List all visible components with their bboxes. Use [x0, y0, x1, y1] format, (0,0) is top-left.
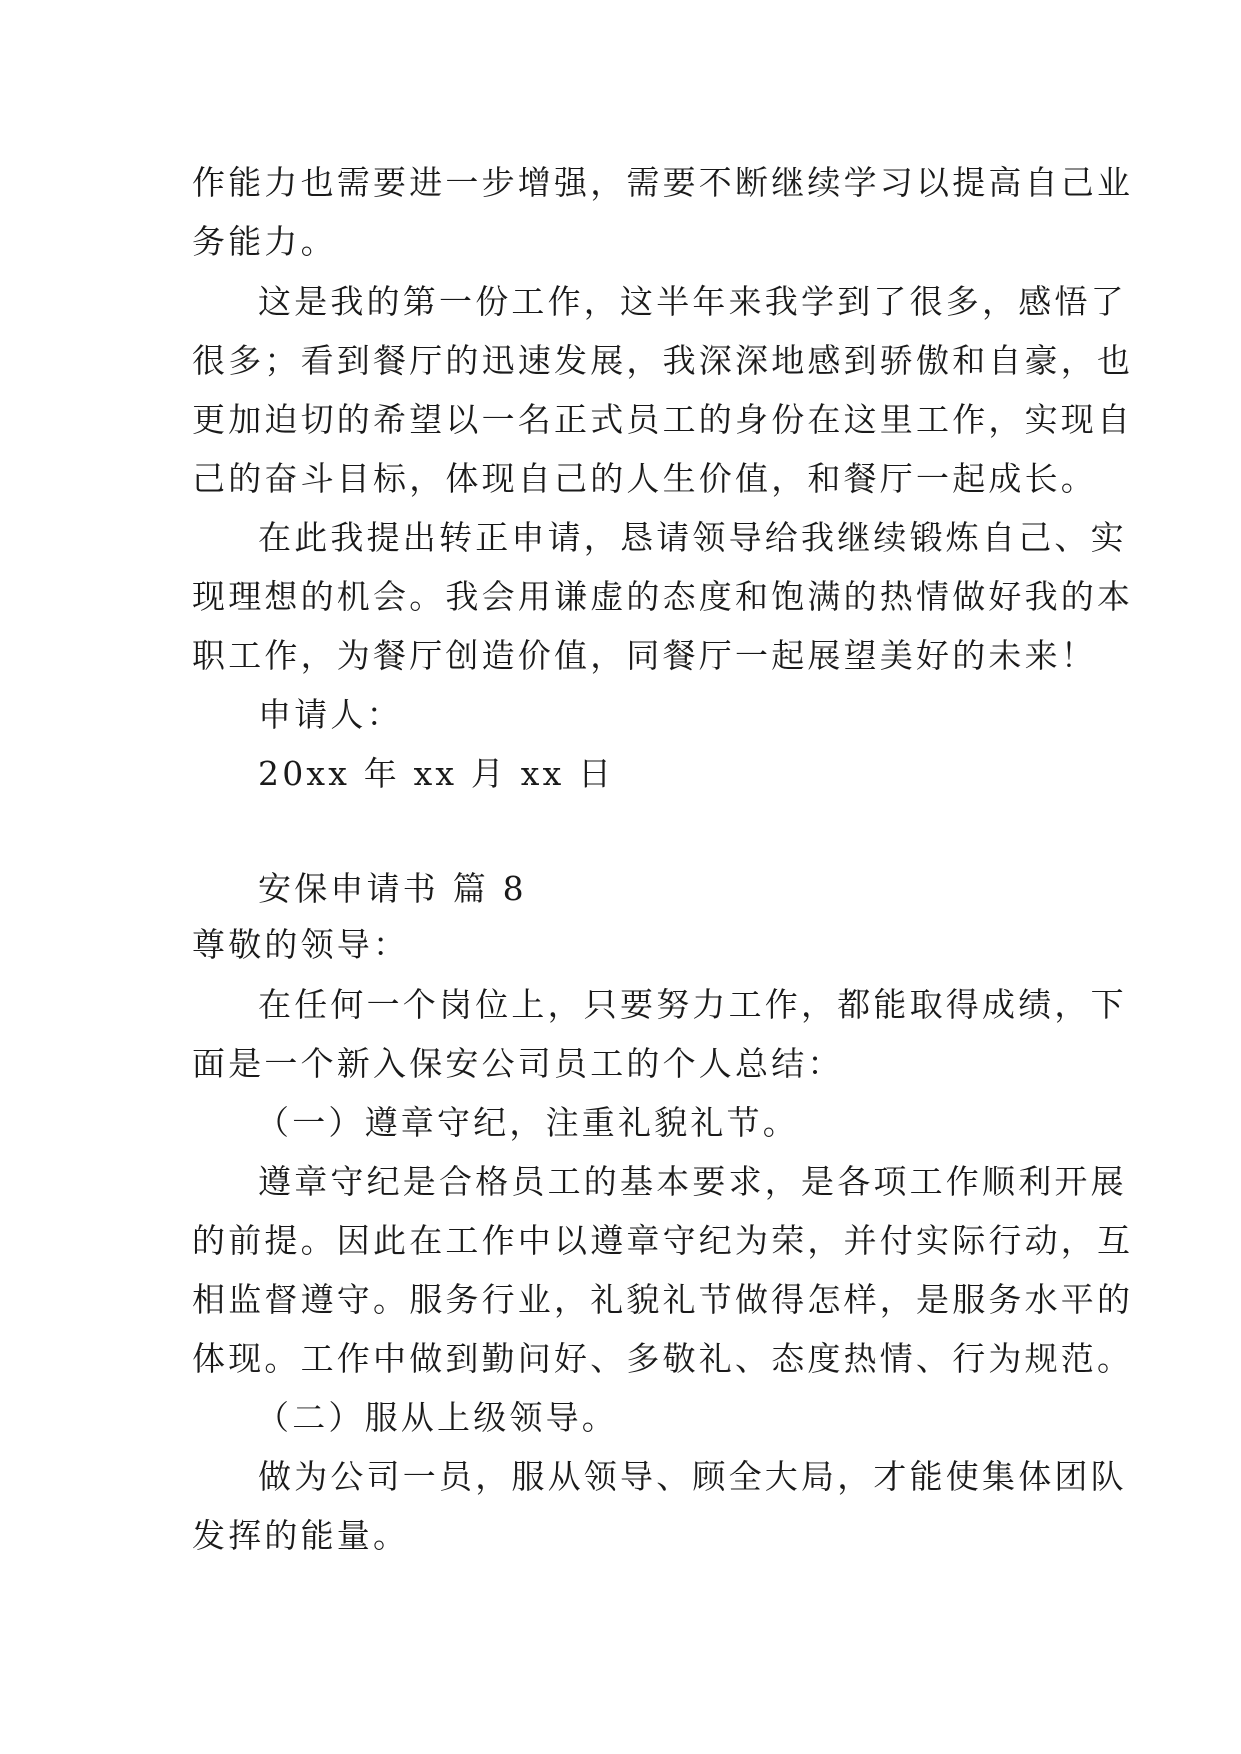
text-line: 己的奋斗目标，体现自己的人生价值，和餐厅一起成长。 [192, 459, 1097, 498]
text-line: 职工作，为餐厅创造价值，同餐厅一起展望美好的未来！ [192, 636, 1097, 675]
text-line: 发挥的能量。 [192, 1516, 410, 1555]
text-line: 现理想的机会。我会用谦虚的态度和饱满的热情做好我的本 [192, 577, 1134, 616]
section-title: 安保申请书 篇 8 [258, 869, 527, 908]
text-line: 相监督遵守。服务行业，礼貌礼节做得怎样，是服务水平的 [192, 1280, 1134, 1319]
text-line: 很多；看到餐厅的迅速发展，我深深地感到骄傲和自豪，也 [192, 341, 1134, 380]
subheading: （二）服从上级领导。 [256, 1398, 618, 1437]
salutation: 尊敬的领导： [192, 925, 410, 964]
text-line: 务能力。 [192, 222, 337, 261]
paragraph-start: 遵章守纪是合格员工的基本要求，是各项工作顺利开展 [258, 1162, 1127, 1201]
paragraph-start: 做为公司一员，服从领导、顾全大局，才能使集体团队 [258, 1457, 1127, 1496]
subheading: （一）遵章守纪，注重礼貌礼节。 [256, 1103, 799, 1142]
text-line: 作能力也需要进一步增强，需要不断继续学习以提高自己业 [192, 163, 1134, 202]
paragraph-start: 这是我的第一份工作，这半年来我学到了很多，感悟了 [258, 282, 1127, 321]
paragraph-start: 在此我提出转正申请，恳请领导给我继续锻炼自己、实 [258, 518, 1127, 557]
text-line: 体现。工作中做到勤问好、多敬礼、态度热情、行为规范。 [192, 1339, 1134, 1378]
applicant-label: 申请人： [258, 695, 403, 734]
text-line: 的前提。因此在工作中以遵章守纪为荣，并付实际行动，互 [192, 1221, 1134, 1260]
paragraph-start: 在任何一个岗位上，只要努力工作，都能取得成绩，下 [258, 985, 1127, 1024]
text-line: 面是一个新入保安公司员工的个人总结： [192, 1044, 844, 1083]
text-line: 更加迫切的希望以一名正式员工的身份在这里工作，实现自 [192, 400, 1134, 439]
date-line: 20xx 年 xx 月 xx 日 [258, 754, 615, 793]
